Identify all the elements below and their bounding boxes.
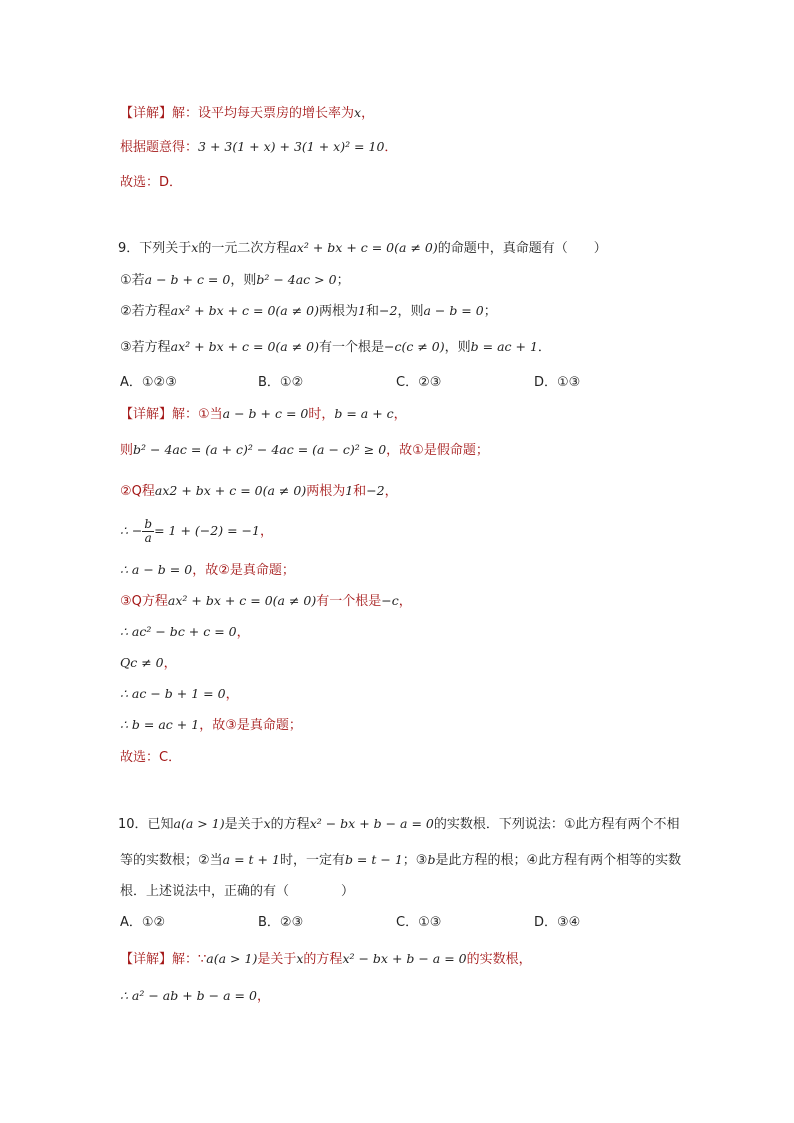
detail-tag: 【详解】 bbox=[120, 407, 173, 422]
solution-9-answer: 故选：C． bbox=[120, 750, 182, 765]
question-10-option-a: A．①② bbox=[120, 915, 166, 930]
solution-9-line-8: Qc ≠ 0， bbox=[120, 655, 177, 671]
question-10-option-c: C．①③ bbox=[396, 915, 442, 930]
solution-9-line-10: ∴ b = ac + 1，故③是真命题； bbox=[120, 717, 302, 733]
question-9-option-b: B．①② bbox=[258, 375, 304, 390]
fraction-b-over-a: $\frac{b}{a}$ bbox=[144, 517, 153, 545]
solution-10-line-1: 【详解】解：∵a(a > 1)是关于x的方程x² − bx + b − a = 0的实数根， bbox=[120, 951, 532, 967]
question-10-option-b: B．②③ bbox=[258, 915, 304, 930]
solution-9-line-6: ③Q方程ax² + bx + c = 0(a ≠ 0)有一个根是−c， bbox=[120, 593, 412, 609]
solution-9-line-5: ∴ a − b = 0，故②是真命题； bbox=[120, 562, 295, 578]
question-10-line-3: 根．上述说法中，正确的有（ ） bbox=[120, 884, 355, 899]
question-9-option-d: D．①③ bbox=[534, 375, 581, 390]
detail-tag: 【详解】 bbox=[120, 106, 173, 121]
question-9-item-3: ③若方程ax² + bx + c = 0(a ≠ 0)有一个根是−c(c ≠ 0)，则b = ac + 1． bbox=[120, 339, 551, 355]
question-9-item-1: ①若a − b + c = 0，则b² − 4ac > 0； bbox=[120, 272, 350, 288]
question-10-line-2: 等的实数根；②当a = t + 1时，一定有b = t − 1；③b是此方程的根；④此方程有两个相等的实数 bbox=[120, 852, 682, 868]
solution-9-line-3: ②Q程ax2 + bx + c = 0(a ≠ 0)两根为1和−2， bbox=[120, 483, 398, 499]
solution-9-line-4: ∴ − $\frac{b}{a}$ = 1 + (−2) = −1， bbox=[120, 517, 273, 545]
solution-10-line-2: ∴ a² − ab + b − a = 0， bbox=[120, 988, 270, 1004]
question-9-option-c: C．②③ bbox=[396, 375, 442, 390]
solution-9-line-9: ∴ ac − b + 1 = 0， bbox=[120, 686, 239, 702]
solution-9-line-7: ∴ ac² − bc + c = 0， bbox=[120, 624, 250, 640]
equation: 3 + 3(1 + x) + 3(1 + x)² = 10 bbox=[198, 139, 385, 154]
question-9-stem: 9．下列关于x的一元二次方程ax² + bx + c = 0(a ≠ 0)的命题中，真命题有（ ） bbox=[118, 240, 607, 256]
solution-9-line-2: 则b² − 4ac = (a + c)² − 4ac = (a − c)² ≥ 0，故①是假命题； bbox=[120, 442, 489, 458]
detail-tag: 【详解】 bbox=[120, 952, 173, 967]
question-10-line-1: 10．已知a(a > 1)是关于x的方程x² − bx + b − a = 0的实数根．下列说法：①此方程有两个不相 bbox=[118, 816, 680, 832]
question-10-option-d: D．③④ bbox=[534, 915, 581, 930]
solution-8-line-1: 【详解】解：设平均每天票房的增长率为x， bbox=[120, 105, 375, 121]
solution-8-line-2: 根据题意得：3 + 3(1 + x) + 3(1 + x)² = 10． bbox=[120, 139, 398, 155]
question-9-option-a: A．①②③ bbox=[120, 375, 177, 390]
solution-8-answer: 故选：D． bbox=[120, 175, 183, 190]
solution-9-line-1: 【详解】解：①当a − b + c = 0时，b = a + c， bbox=[120, 406, 407, 422]
question-9-item-2: ②若方程ax² + bx + c = 0(a ≠ 0)两根为1和−2，则a − b = 0； bbox=[120, 303, 497, 319]
